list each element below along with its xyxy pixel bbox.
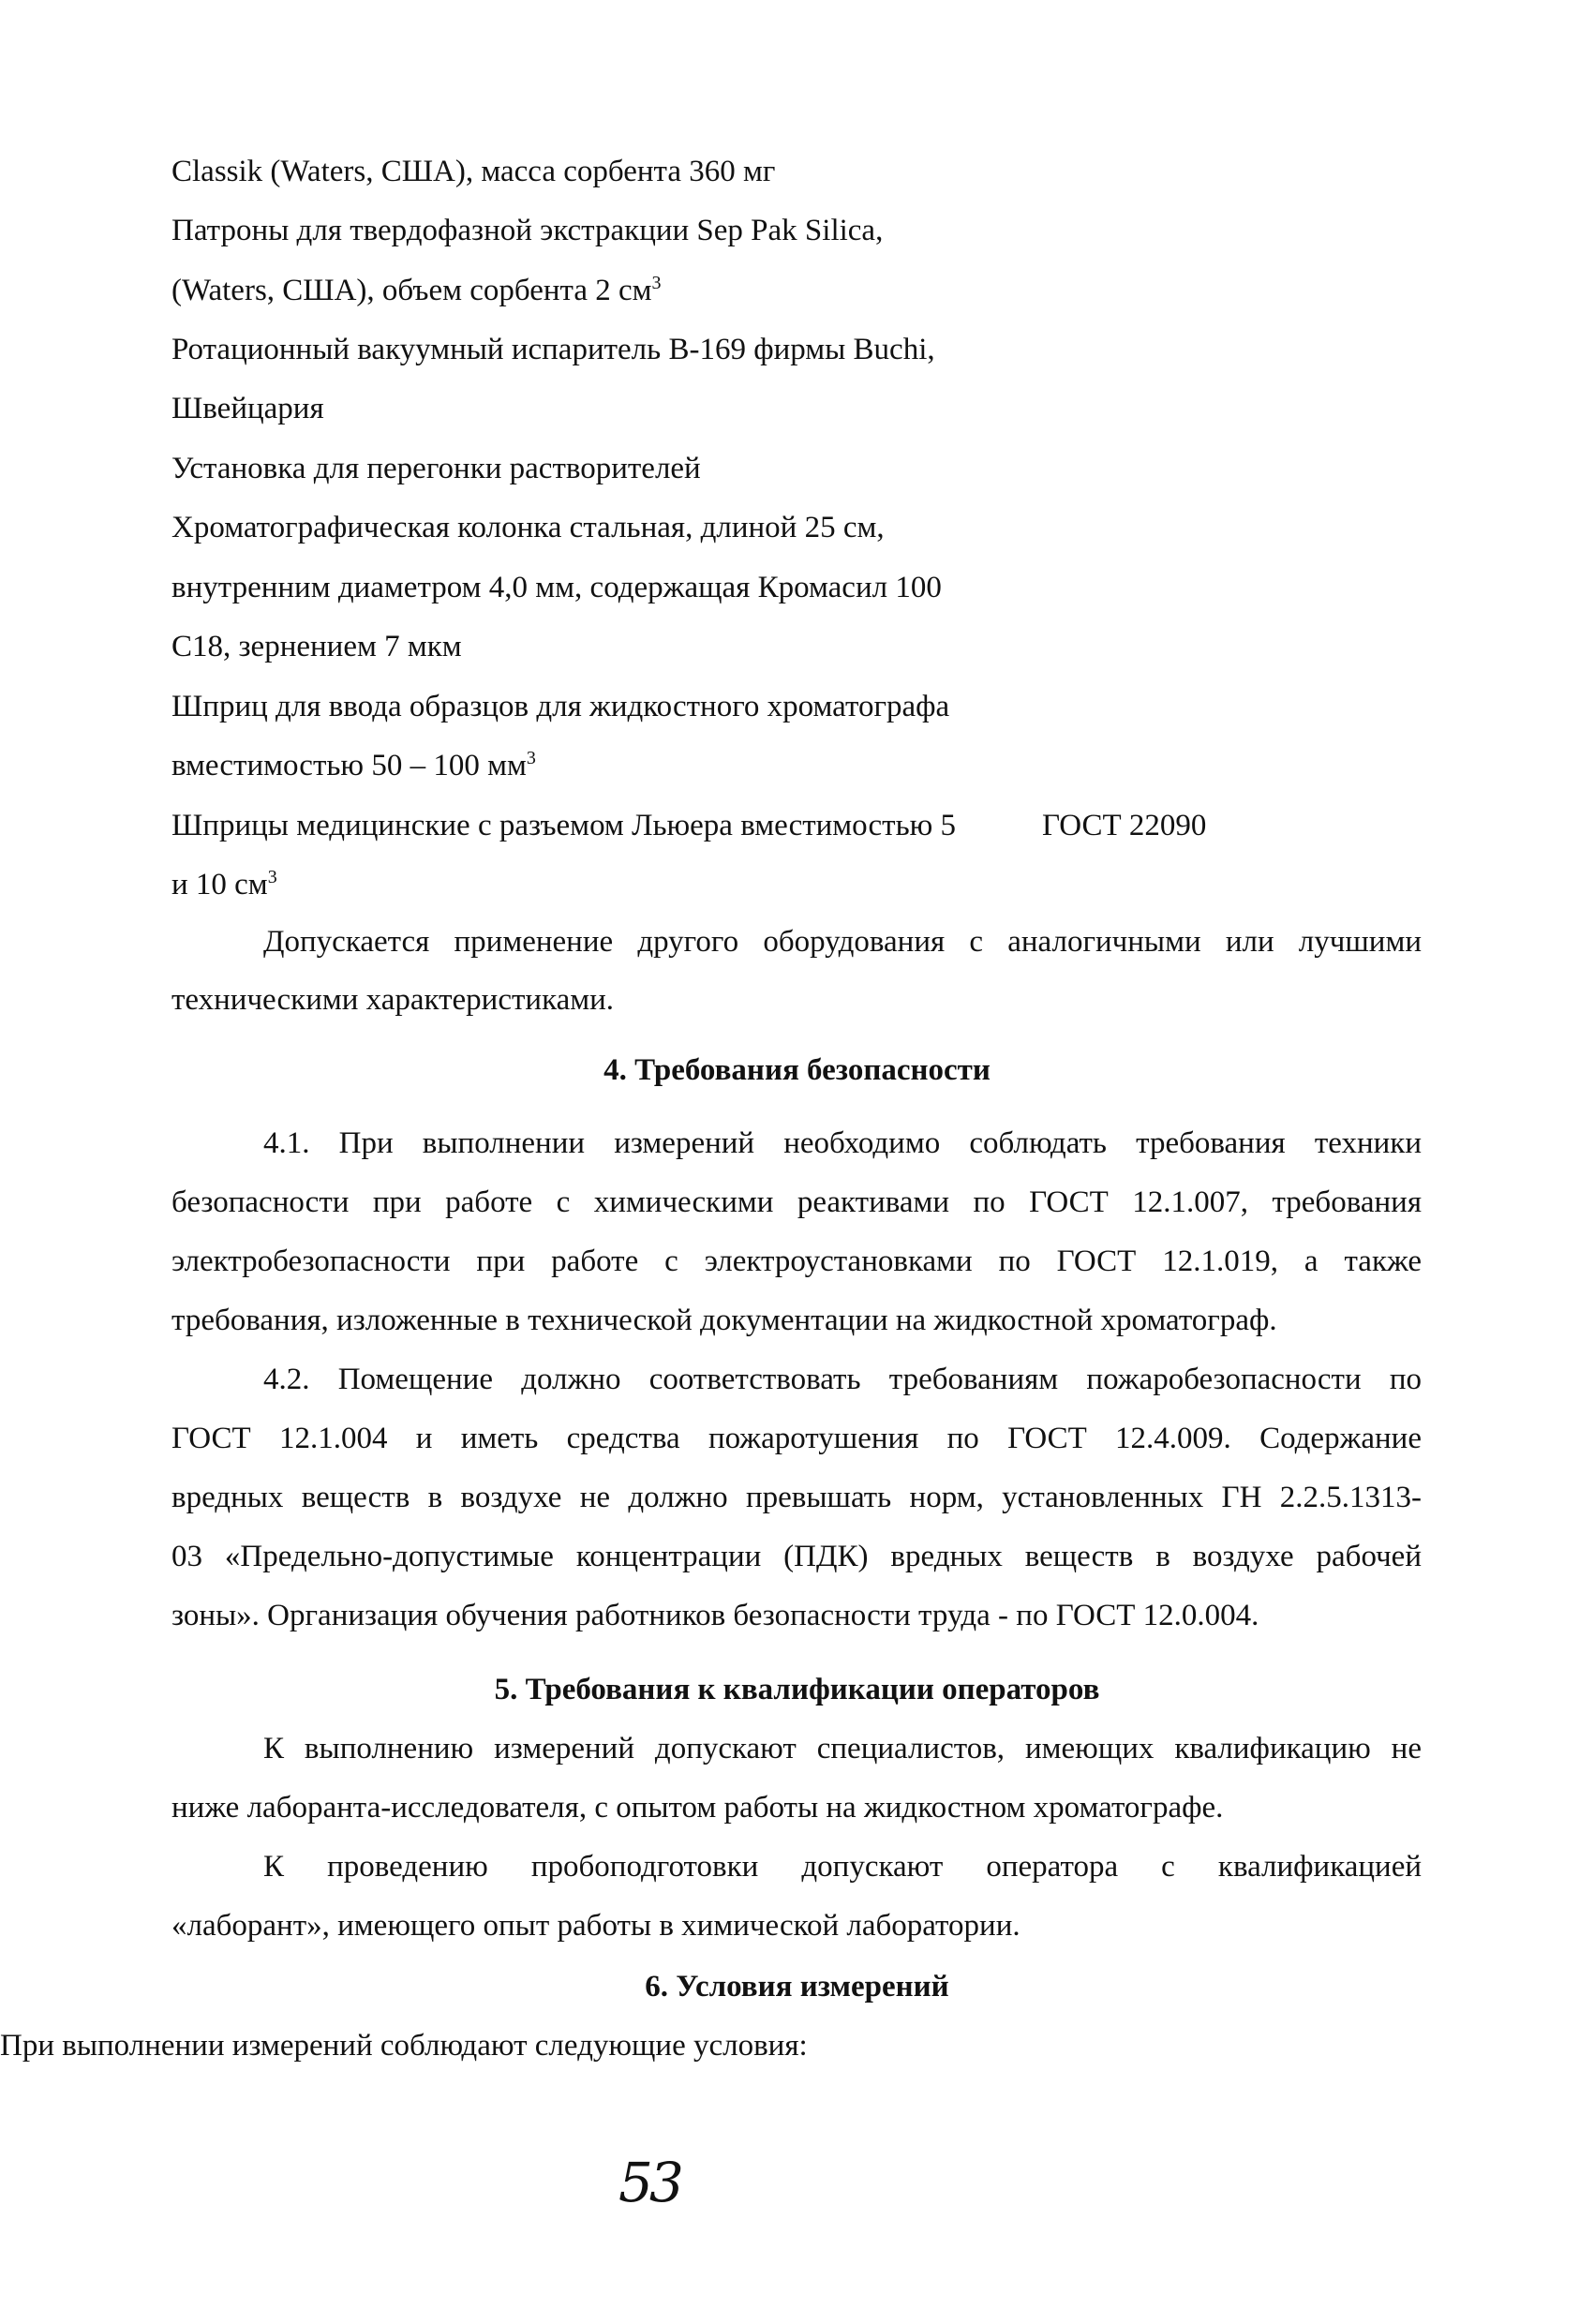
gost-reference: ГОСТ 22090	[1042, 809, 1207, 842]
equipment-line-5: Швейцария	[171, 392, 324, 425]
equipment-line-11	[171, 747, 536, 784]
equipment-note-line-1: Допускается применение другого оборудования с аналогичными или лучшими	[263, 925, 1422, 959]
equipment-line-12: Шприцы медицинские с разъемом Льюера вместимостью 5	[171, 809, 957, 842]
paragraph-5-2-line-2: «лаборант», имеющего опыт работы в химической лаборатории.	[171, 1909, 1020, 1943]
equipment-line-13	[171, 866, 277, 903]
paragraph-5-1-line-1: К выполнению измерений допускают специалистов, имеющих квалификацию не	[263, 1732, 1422, 1765]
equipment-line-2: Патроны для твердофазной экстракции Sep Pak Silica,	[171, 214, 884, 247]
equipment-line-8: внутренним диаметром 4,0 мм, содержащая Кромасил 100	[171, 571, 942, 604]
equipment-line-7: Хроматографическая колонка стальная, длиной 25 см,	[171, 511, 885, 544]
paragraph-5-1-line-2: ниже лаборанта-исследователя, с опытом работы на жидкостном хроматографе.	[171, 1791, 1224, 1825]
equipment-line-13-text: и 10 см	[171, 868, 268, 901]
paragraph-5-2-line-1: К проведению пробоподготовки допускают оператора с квалификацией	[263, 1850, 1422, 1884]
paragraph-6-1: При выполнении измерений соблюдают следующие условия:	[0, 2029, 808, 2063]
equipment-note-line-2: техническими характеристиками.	[171, 983, 615, 1017]
superscript-cubic: 3	[651, 273, 662, 293]
equipment-line-6: Установка для перегонки растворителей	[171, 452, 701, 485]
section-6-heading: 6. Условия измерений	[645, 1970, 949, 2004]
equipment-line-4: Ротационный вакуумный испаритель В-169 фирмы Buchi,	[171, 333, 935, 366]
paragraph-4-1-line-4: требования, изложенные в технической документации на жидкостной хроматограф.	[171, 1304, 1277, 1337]
paragraph-4-1-line-2: безопасности при работе с химическими реактивами по ГОСТ 12.1.007, требования	[171, 1185, 1422, 1219]
section-4-heading: 4. Требования безопасности	[603, 1053, 991, 1087]
paragraph-4-2-line-5: зоны». Организация обучения работников безопасности труда - по ГОСТ 12.0.004.	[171, 1599, 1259, 1632]
equipment-line-3	[171, 272, 662, 309]
paragraph-4-2-line-3: вредных веществ в воздухе не должно превышать норм, установленных ГН 2.2.5.1313-	[171, 1481, 1422, 1514]
paragraph-4-2-line-4: 03 «Предельно-допустимые концентрации (ПДК) вредных веществ в воздухе рабочей	[171, 1540, 1422, 1573]
equipment-line-1: Classik (Waters, США), масса сорбента 360 мг	[171, 155, 776, 188]
page-number: 53	[618, 2151, 680, 2214]
paragraph-4-2-line-1: 4.2. Помещение должно соответствовать требованиям пожаробезопасности по	[263, 1363, 1422, 1396]
equipment-line-10: Шприц для ввода образцов для жидкостного хроматографа	[171, 690, 950, 723]
superscript-cubic: 3	[526, 748, 536, 768]
section-5-heading: 5. Требования к квалификации операторов	[494, 1673, 1100, 1706]
paragraph-4-1-line-3: электробезопасности при работе с электроустановками по ГОСТ 12.1.019, а также	[171, 1244, 1422, 1278]
equipment-line-3-text: (Waters, США), объем сорбента 2 см	[171, 274, 652, 307]
equipment-line-9: С18, зернением 7 мкм	[171, 630, 462, 663]
superscript-cubic: 3	[267, 867, 277, 887]
equipment-line-11-text: вместимостью 50 – 100 мм	[171, 749, 527, 782]
paragraph-4-1-line-1: 4.1. При выполнении измерений необходимо соблюдать требования техники	[263, 1126, 1422, 1160]
paragraph-4-2-line-2: ГОСТ 12.1.004 и иметь средства пожаротушения по ГОСТ 12.4.009. Содержание	[171, 1422, 1422, 1455]
